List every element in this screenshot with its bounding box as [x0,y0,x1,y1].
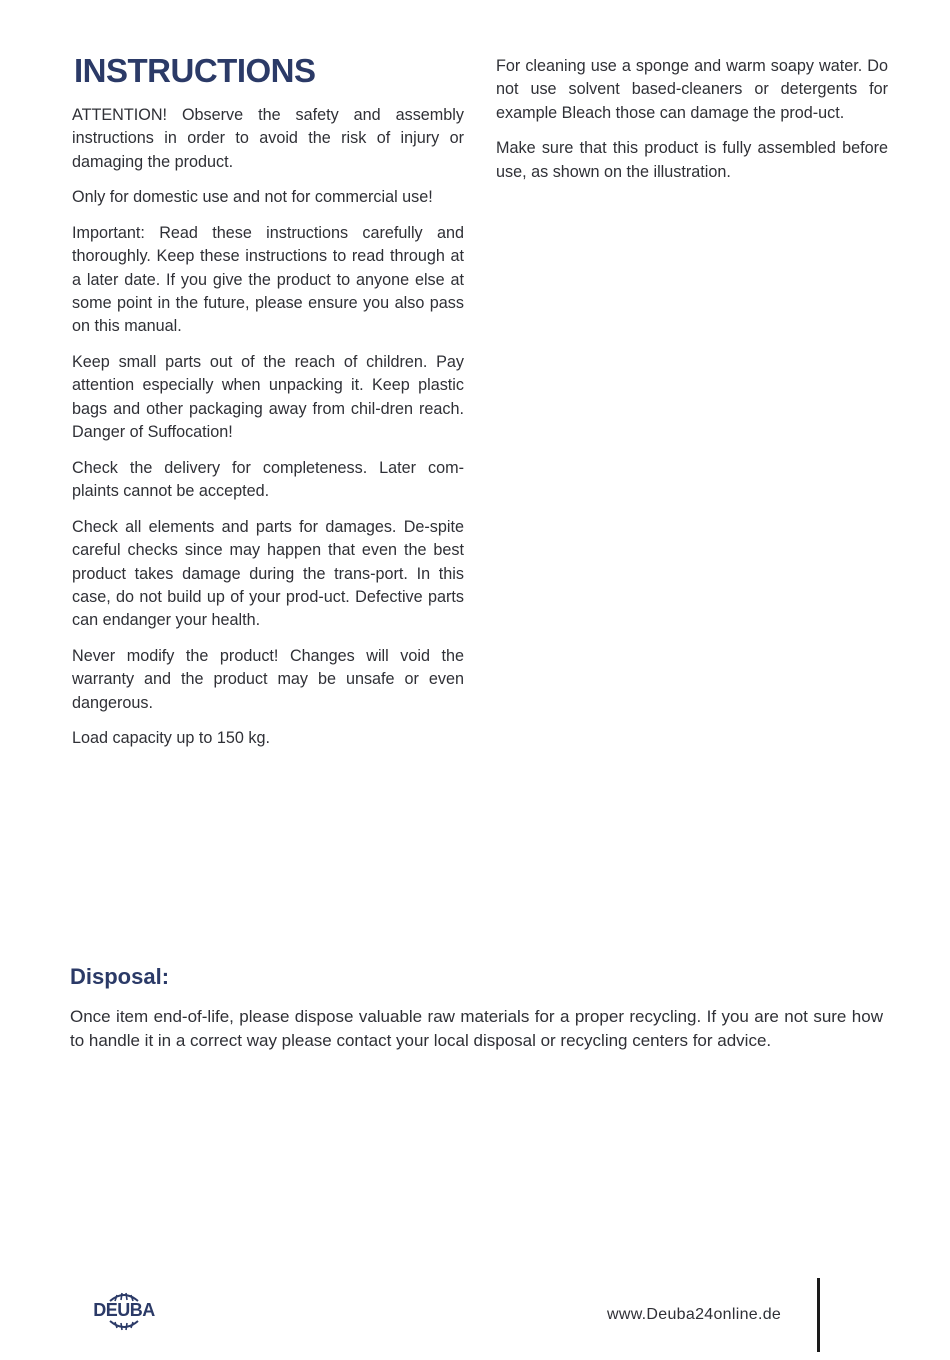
paragraph-important: Important: Read these instructions carefully and thoroughly. Keep these instructions to read through at a later date. If you give the product to anyone else at some point in the future, please ensure you also pass on this manual. [72,224,464,336]
paragraph-modify-warning: Never modify the product! Changes will void the warranty and the product may be unsafe or even dangerous. [72,646,464,712]
paragraph-cleaning: For cleaning use a sponge and warm soapy water. Do not use solvent based-cleaners or detergents for example Bleach those can damage the prod-uct. [496,57,888,122]
website-url: www.Deuba24online.de [607,1306,782,1323]
page-title: INSTRUCTIONS [74,52,316,89]
paragraph-load-capacity: Load capacity up to 150 kg. [72,729,270,748]
deuba-logo [88,1290,160,1334]
paragraph-attention: ATTENTION! Observe the safety and assembly instructions in order to avoid the risk of injury or damaging the product. [72,106,464,171]
paragraph-delivery-check: Check the delivery for completeness. Later com-plaints cannot be accepted. [72,458,464,501]
disposal-heading: Disposal: [70,964,170,989]
paragraph-small-parts: Keep small parts out of the reach of children. Pay attention especially when unpacking it. Keep plastic bags and other packaging away from chil-dren reach. Danger of Suffocation! [72,353,464,442]
footer-divider [817,1278,820,1352]
logo-wordmark: DEUBA [93,1300,155,1320]
right-column [496,55,888,196]
paragraph-assembly: Make sure that this product is fully assembled before use, as shown on the illustration. [496,139,888,181]
paragraph-damage-check: Check all elements and parts for damages. De-spite careful checks since may happen that even the best product takes damage during the trans-port. In this case, do not build up of your prod-uct. Defective parts can endanger your health. [72,517,464,630]
left-column [72,104,464,763]
paragraph-domestic-use: Only for domestic use and not for commercial use! [72,188,433,207]
disposal-paragraph: Once item end-of-life, please dispose valuable raw materials for a proper recycling. If you are not sure how to handle it in a correct way please contact your local disposal or recycling centers for advice. [70,1007,883,1050]
